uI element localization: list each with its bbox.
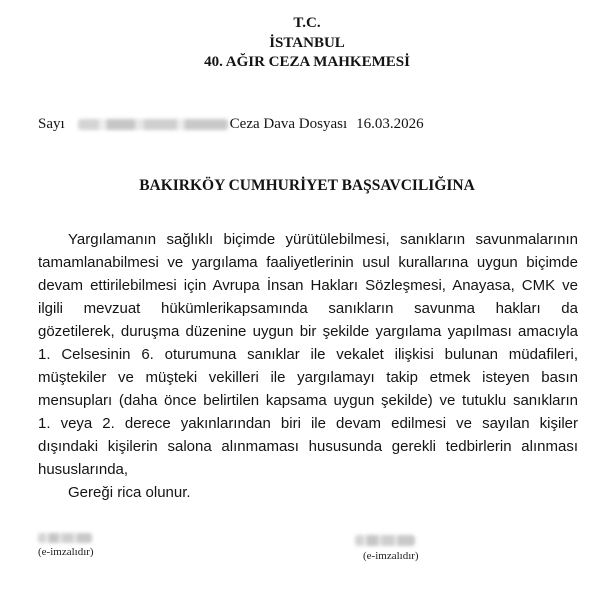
- redacted-signer-right: [355, 535, 415, 546]
- addressee-title: BAKIRKÖY CUMHURİYET BAŞSAVCILIĞINA: [139, 177, 475, 194]
- redacted-case-number: [78, 119, 228, 130]
- reference-file-type: Ceza Dava Dosyası: [229, 116, 348, 132]
- header-state-abbrev: T.C.: [293, 15, 321, 31]
- body-line: mensupları (daha önce belirtilen kapsama uygun şekilde) ve tutuklu sanıkların: [38, 392, 578, 409]
- body-line: ilgili mevzuat hükümlerikapsamında sanıkların savunma hakları da: [38, 300, 578, 317]
- reference-date: 16.03.2026: [356, 116, 424, 132]
- court-header: [0, 14, 614, 73]
- body-line: hususlarında,: [38, 461, 129, 478]
- header-city: İSTANBUL: [269, 34, 345, 51]
- body-line: devam ettirilebilmesi için Avrupa İnsan Hakları Sözleşmesi, Anayasa, CMK ve: [38, 277, 578, 294]
- body-line: Yargılamanın sağlıklı biçimde yürütülebilmesi, sanıkların savunmalarının: [68, 231, 578, 248]
- body-line: 1. Celsesinin 6. oturumuna sanıklar ile vekalet ilişkisi bulunan müdafileri,: [38, 346, 578, 363]
- body-line: tamamlanabilmesi ve yargılama faaliyetlerinin usul kurallarına uygun biçimde: [38, 254, 578, 271]
- body-line: müştekiler ve müşteki vekilleri ile yargılamayı takip etmek isteyen basın: [38, 369, 578, 386]
- reference-label: Sayı: [38, 116, 65, 132]
- e-signature-note-left: (e-imzalıdır): [38, 546, 94, 558]
- e-signature-note-right: (e-imzalıdır): [363, 550, 419, 562]
- body-line: gözetilerek, duruşma düzenine uygun bir şekilde yargılama yapılması amacıyla: [38, 323, 578, 340]
- body-line: dışındaki kişilerin salona alınmaması hususunda gerekli tedbirlerin alınması: [38, 438, 578, 455]
- closing-sentence: Gereği rica olunur.: [68, 484, 191, 501]
- reference-line: [38, 113, 424, 135]
- body-line: 1. veya 2. derece yakınlarından biri ile devam edilmesi ve sayılan kişiler: [38, 415, 578, 432]
- redacted-signer-left: [38, 533, 92, 543]
- letter-body: [38, 228, 578, 504]
- header-court-name: 40. AĞIR CEZA MAHKEMESİ: [204, 54, 410, 70]
